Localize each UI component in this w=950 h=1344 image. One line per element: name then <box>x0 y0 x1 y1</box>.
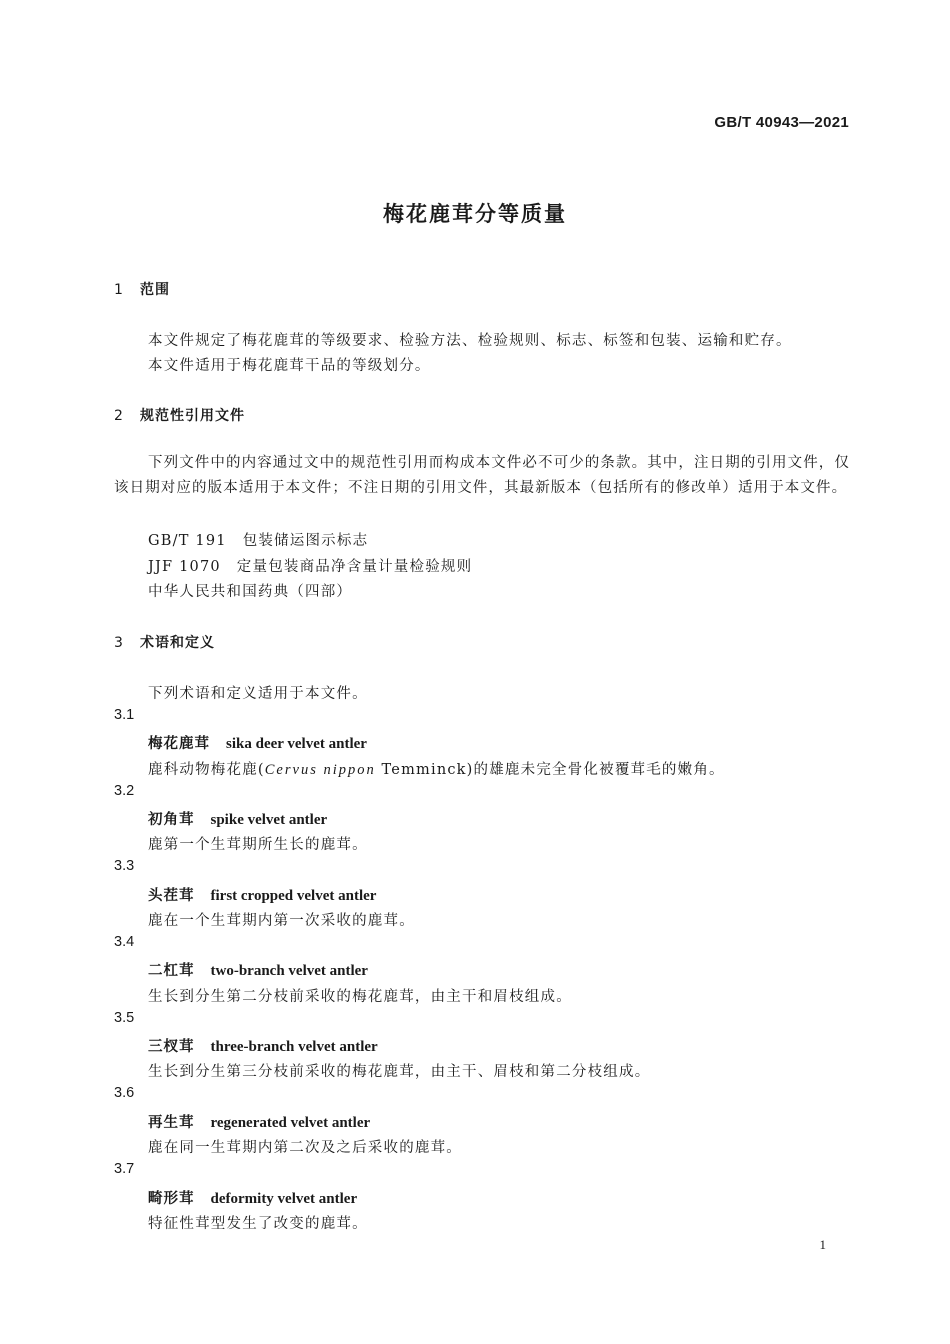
term-definition: 鹿在同一生茸期内第二次及之后采收的鹿茸。 <box>148 1140 462 1156</box>
reference-item <box>148 529 368 550</box>
reference-title: 包装储运图示标志 <box>242 533 369 549</box>
reference-title: 定量包装商品净含量计量检验规则 <box>236 559 473 575</box>
term-zh: 初角茸 <box>148 812 195 828</box>
term-en: sika deer velvet antler <box>226 736 367 752</box>
reference-code: GB/T 191 <box>148 533 227 549</box>
definition-text: 鹿科动物梅花鹿( <box>148 762 265 778</box>
term-zh: 二杠茸 <box>148 963 195 979</box>
term-en: first cropped velvet antler <box>210 888 377 904</box>
term-en: three-branch velvet antler <box>210 1039 378 1055</box>
term-number: 3.4 <box>114 934 135 950</box>
term-number: 3.5 <box>114 1010 135 1026</box>
term-heading <box>148 884 376 905</box>
term-heading <box>148 808 327 829</box>
reference-item <box>148 555 472 576</box>
term-en: deformity velvet antler <box>210 1191 358 1207</box>
term-heading <box>148 1111 370 1132</box>
term-definition: 鹿第一个生茸期所生长的鹿茸。 <box>148 837 368 853</box>
term-zh: 再生茸 <box>148 1115 195 1131</box>
section-title: 规范性引用文件 <box>140 408 245 424</box>
section-title: 范围 <box>140 282 170 298</box>
term-definition: 生长到分生第三分枝前采收的梅花鹿茸，由主干、眉枝和第二分枝组成。 <box>148 1064 651 1080</box>
term-zh: 头茬茸 <box>148 888 195 904</box>
paragraph: 本文件规定了梅花鹿茸的等级要求、检验方法、检验规则、标志、标签和包装、运输和贮存。 <box>148 333 792 349</box>
term-number: 3.6 <box>114 1085 135 1101</box>
section-number: 2 <box>114 408 124 424</box>
term-zh: 三杈茸 <box>148 1039 195 1055</box>
term-number: 3.3 <box>114 858 135 874</box>
section-number: 3 <box>114 635 124 651</box>
section-2-heading <box>114 405 245 425</box>
document-title: 梅花鹿茸分等质量 <box>383 202 567 226</box>
reference-item: 中华人民共和国药典（四部） <box>148 584 353 600</box>
paragraph: 本文件适用于梅花鹿茸干品的等级划分。 <box>148 358 431 374</box>
term-en: regenerated velvet antler <box>210 1115 371 1131</box>
term-en: two-branch velvet antler <box>210 963 368 979</box>
page-number: 1 <box>819 1237 826 1252</box>
term-number: 3.2 <box>114 783 135 799</box>
term-number: 3.7 <box>114 1161 135 1177</box>
term-zh: 梅花鹿茸 <box>148 736 210 752</box>
term-definition: 特征性茸型发生了改变的鹿茸。 <box>148 1216 368 1232</box>
paragraph: 下列文件中的内容通过文中的规范性引用而构成本文件必不可少的条款。其中，注日期的引用文件，仅该日期对应的版本适用于本文件；不注日期的引用文件，其最新版本（包括所有的修改单）适用于本文件。 <box>114 455 850 496</box>
term-en: spike velvet antler <box>210 812 328 828</box>
term-number: 3.1 <box>114 707 135 723</box>
reference-code: JJF 1070 <box>148 559 221 575</box>
term-zh: 畸形茸 <box>148 1191 195 1207</box>
section-1-heading <box>114 279 170 299</box>
standard-number: GB/T 40943—2021 <box>714 114 849 131</box>
species-name: Cervus nippon <box>264 762 376 778</box>
term-heading <box>148 1035 378 1056</box>
term-heading <box>148 1187 357 1208</box>
term-definition <box>148 758 725 779</box>
section-3-heading <box>114 632 215 652</box>
term-heading <box>148 732 367 753</box>
term-definition: 鹿在一个生茸期内第一次采收的鹿茸。 <box>148 913 415 929</box>
section-number: 1 <box>114 282 124 298</box>
paragraph: 下列术语和定义适用于本文件。 <box>148 686 368 702</box>
section-title: 术语和定义 <box>140 635 215 651</box>
definition-text: Temminck)的雄鹿未完全骨化被覆茸毛的嫩角。 <box>375 762 725 778</box>
term-definition: 生长到分生第二分枝前采收的梅花鹿茸，由主干和眉枝组成。 <box>148 989 572 1005</box>
term-heading <box>148 959 368 980</box>
